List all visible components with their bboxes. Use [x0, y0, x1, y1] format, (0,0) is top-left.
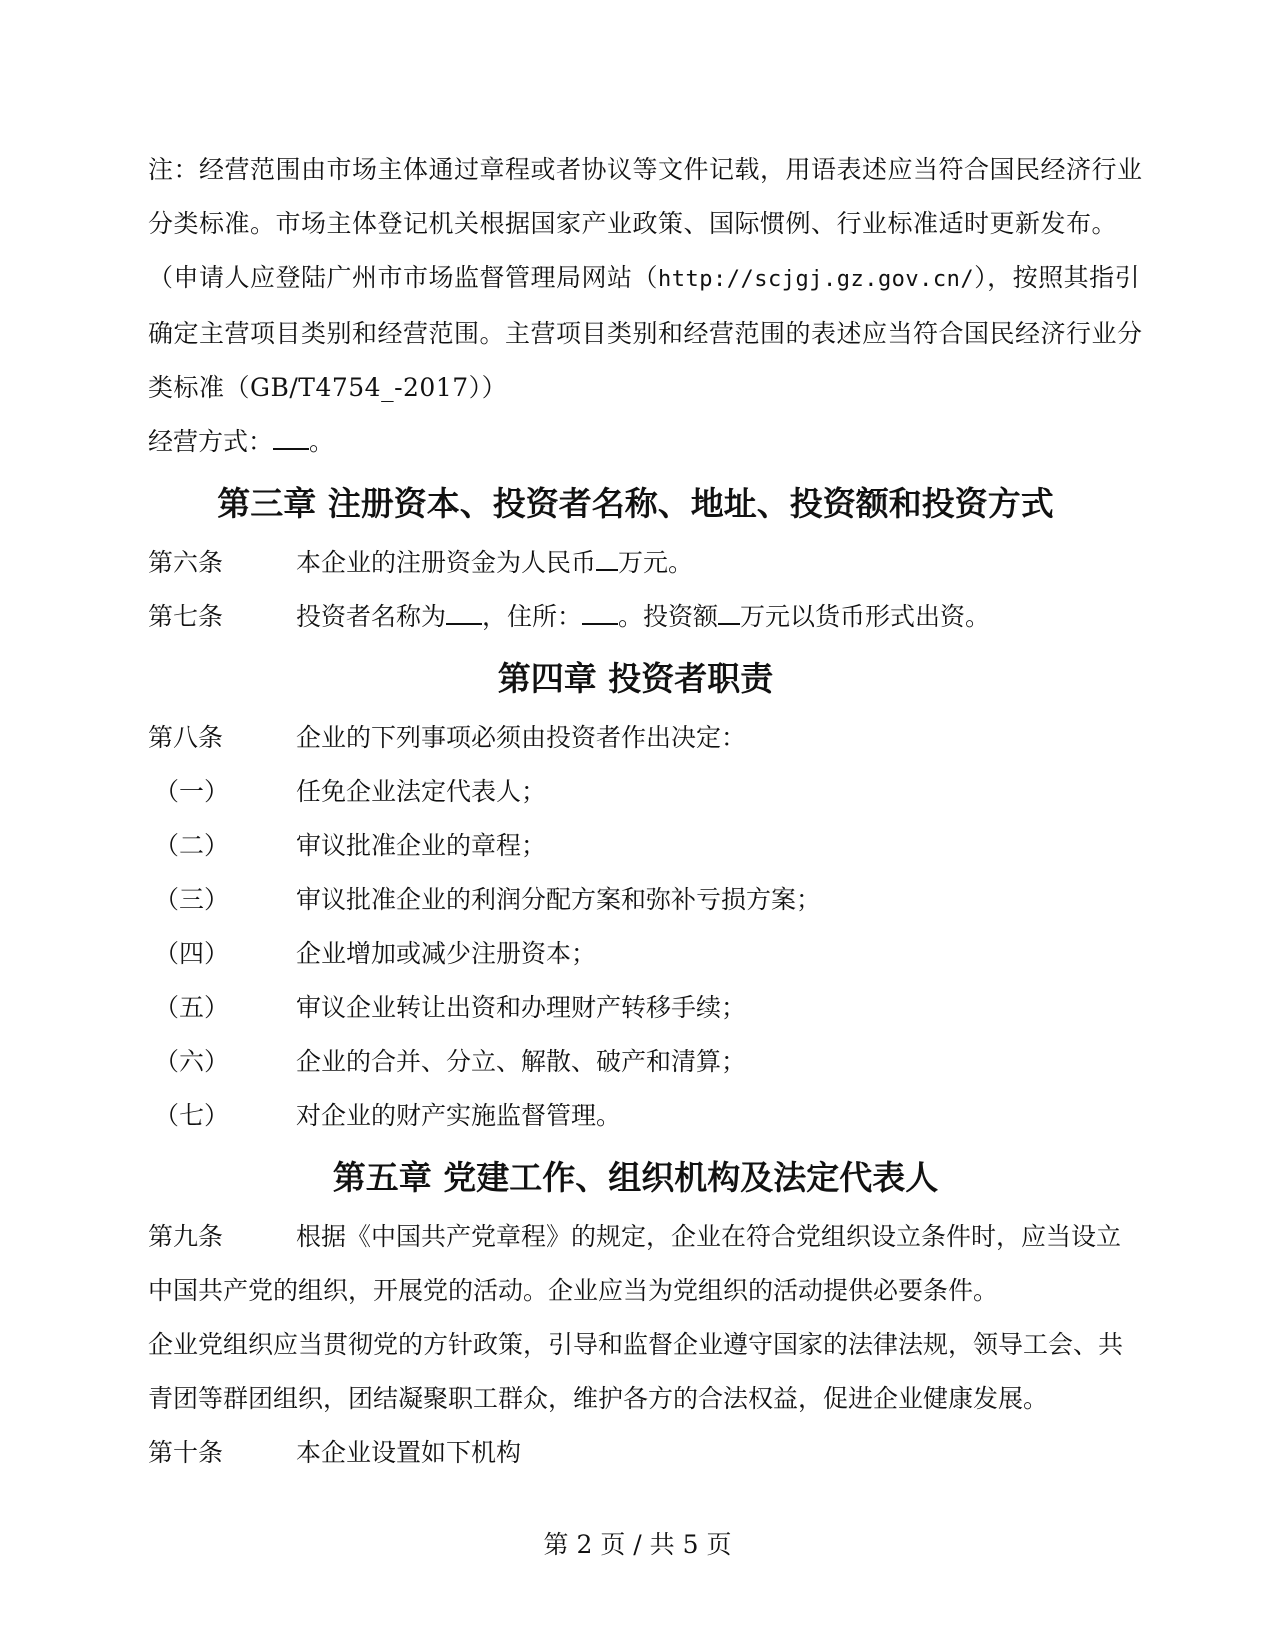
article-text: 本企业设置如下机构	[296, 1438, 522, 1467]
item-text: 审议企业转让出资和办理财产转移手续；	[296, 993, 747, 1022]
article-text	[296, 536, 1123, 590]
article-label: 第六条	[148, 548, 224, 577]
list-item	[148, 873, 1123, 927]
item-text: 对企业的财产实施监督管理。	[296, 1101, 622, 1130]
website-url: http://scjgj.gz.gov.cn/	[658, 267, 975, 292]
item-label: （五）	[154, 993, 230, 1022]
article-label: 第七条	[148, 602, 224, 631]
blank-field	[446, 601, 482, 625]
note-line-1: 注：经营范围由市场主体通过章程或者协议等文件记载，用语表述应当符合国民经济行业	[148, 155, 1143, 184]
article-text: 企业的下列事项必须由投资者作出决定：	[296, 723, 747, 752]
article-8	[148, 711, 1123, 765]
blank-field	[596, 547, 618, 571]
item-label: （七）	[154, 1101, 230, 1130]
list-item	[148, 927, 1123, 981]
article-7-d: 万元以货币形式出资。	[740, 602, 991, 631]
list-item	[148, 981, 1123, 1035]
list-item	[148, 1089, 1123, 1143]
operation-mode-label: 经营方式：	[148, 427, 274, 456]
party-paragraph-line-2: 青团等群团组织，团结凝聚职工群众，维护各方的合法权益，促进企业健康发展。	[148, 1384, 1049, 1413]
article-label: 第九条	[148, 1222, 224, 1251]
item-label: （二）	[154, 831, 230, 860]
article-text	[296, 590, 1123, 644]
item-text: 审议批准企业的章程；	[296, 831, 547, 860]
note-line-3-pre: （申请人应登陆广州市市场监督管理局网站（	[148, 263, 659, 292]
article-label: 第八条	[148, 723, 224, 752]
article-6	[148, 536, 1123, 590]
article-6-post: 万元。	[618, 548, 694, 577]
chapter-4-title: 第四章 投资者职责	[497, 659, 774, 698]
note-line-3	[148, 251, 1141, 307]
operation-mode-line	[148, 415, 1123, 469]
note-line-4: 确定主营项目类别和经营范围。主营项目类别和经营范围的表述应当符合国民经济行业分	[148, 319, 1143, 348]
article-6-pre: 本企业的注册资金为人民币	[296, 548, 597, 577]
document-page	[148, 143, 1143, 1480]
item-label: （四）	[154, 939, 230, 968]
item-text: 任免企业法定代表人；	[296, 777, 547, 806]
article-7-a: 投资者名称为	[296, 602, 447, 631]
list-item	[148, 819, 1123, 873]
note-line-5: 类标准（GB/T4754_-2017））	[148, 373, 508, 402]
article-7-b: ，住所：	[482, 602, 583, 631]
article-9	[148, 1210, 1123, 1264]
chapter-3-title: 第三章 注册资本、投资者名称、地址、投资额和投资方式	[217, 484, 1054, 523]
article-9-continuation: 中国共产党的组织，开展党的活动。企业应当为党组织的活动提供必要条件。	[148, 1276, 999, 1305]
operation-mode-end: 。	[309, 427, 335, 456]
item-label: （一）	[154, 777, 230, 806]
list-item	[148, 1035, 1123, 1089]
item-text: 审议批准企业的利润分配方案和弥补亏损方案；	[296, 885, 822, 914]
item-text: 企业的合并、分立、解散、破产和清算；	[296, 1047, 747, 1076]
item-label: （三）	[154, 885, 230, 914]
article-7-c: 。投资额	[618, 602, 719, 631]
blank-field	[273, 426, 309, 450]
note-line-3-post: ），按照其指引	[974, 263, 1141, 292]
item-text: 企业增加或减少注册资本；	[296, 939, 597, 968]
article-7	[148, 590, 1123, 644]
blank-field	[718, 601, 740, 625]
party-paragraph-line-1: 企业党组织应当贯彻党的方针政策，引导和监督企业遵守国家的法律法规，领导工会、共	[148, 1330, 1124, 1359]
blank-field	[582, 601, 618, 625]
article-10	[148, 1426, 1123, 1480]
chapter-5-title: 第五章 党建工作、组织机构及法定代表人	[332, 1158, 939, 1197]
note-line-2: 分类标准。市场主体登记机关根据国家产业政策、国际惯例、行业标准适时更新发布。	[148, 209, 1118, 238]
item-label: （六）	[154, 1047, 230, 1076]
page-number-footer: 第 2 页 / 共 5 页	[543, 1530, 732, 1559]
list-item	[148, 765, 1123, 819]
article-label: 第十条	[148, 1438, 224, 1467]
article-text: 根据《中国共产党章程》的规定，企业在符合党组织设立条件时，应当设立	[296, 1222, 1122, 1251]
